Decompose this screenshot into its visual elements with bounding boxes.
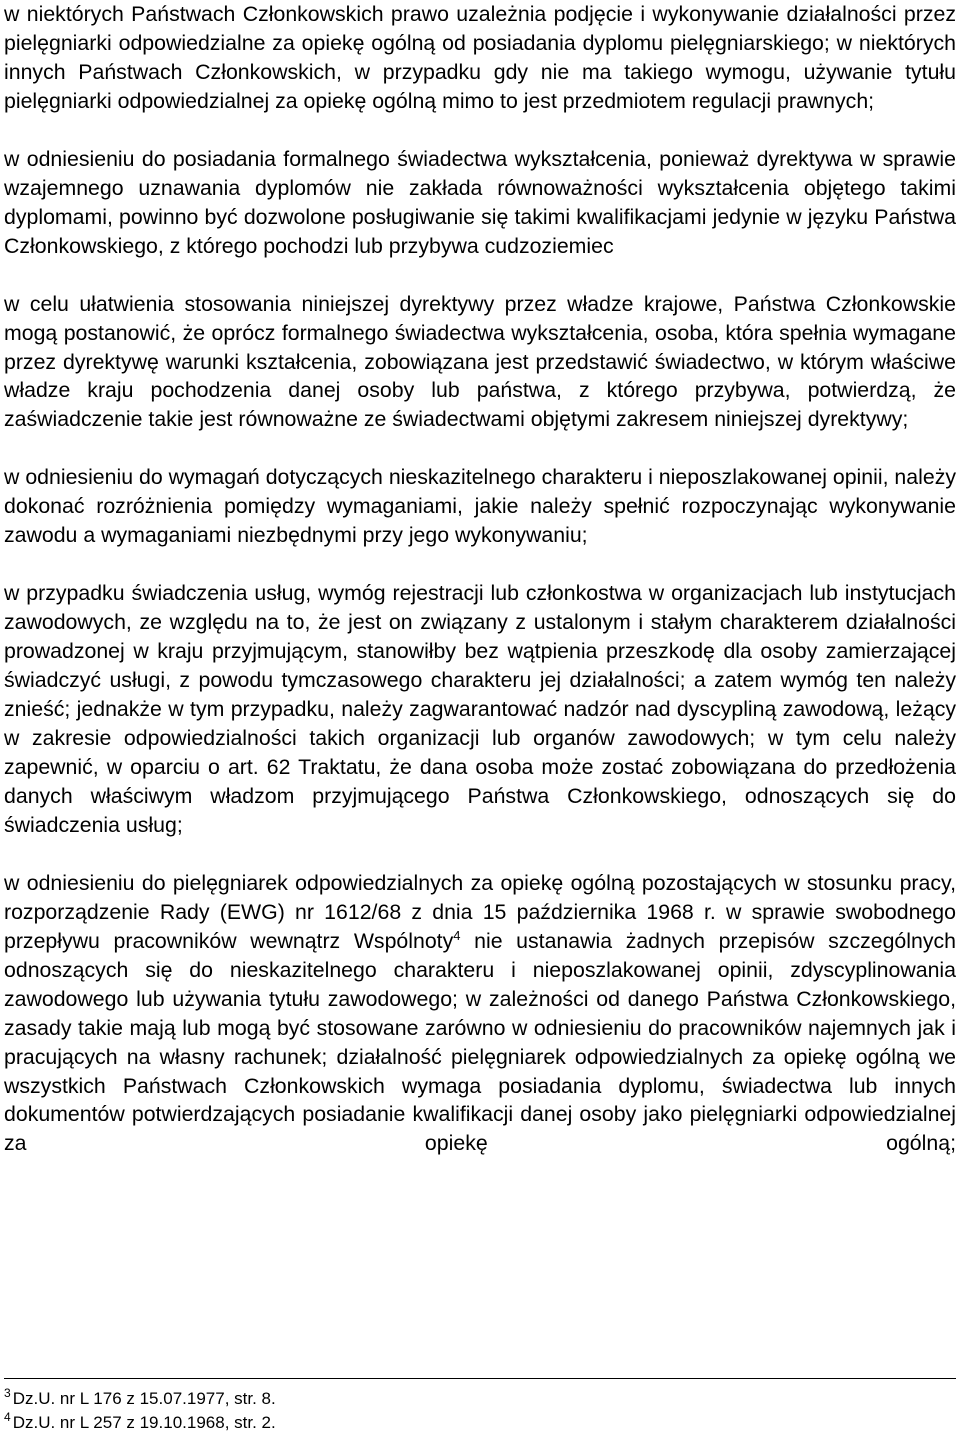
footnotes xyxy=(4,1387,956,1435)
footnote xyxy=(4,1411,956,1435)
paragraph: w niektórych Państwach Członkowskich prawo uzależnia podjęcie i wykonywanie działalności przez pielęgniarki odpowiedzialne za opiekę ogólną od posiadania dyplomu pielęgniarskiego; w niektórych innych Państwach Członkowskich, w przypadku gdy nie ma takiego wymogu, używanie tytułu pielęgniarki odpowiedzialnej za opiekę ogólną mimo to jest przedmiotem regulacji prawnych; xyxy=(4,2,956,113)
footnote xyxy=(4,1387,956,1411)
footnote-text: Dz.U. nr L 257 z 19.10.1968, str. 2. xyxy=(12,1413,276,1432)
paragraph: w odniesieniu do wymagań dotyczących nieskazitelnego charakteru i nieposzlakowanej opinii, należy dokonać rozróżnienia pomiędzy wymaganiami, jakie należy spełnić rozpoczynając wykonywanie zawodu a wymaganiami niezbędnymi przy jego wykonywaniu; xyxy=(4,465,956,548)
footnote-separator xyxy=(4,1378,956,1379)
paragraph: w przypadku świadczenia usług, wymóg rejestracji lub członkostwa w organizacjach lub instytucjach zawodowych, ze względu na to, że jest on związany z ustalonym i stałym charakterem działalności prowadzonej w kraju przyjmującym, stanowiłby bez wątpienia przeszkodę dla osoby zamierzającej świadczyć usługi, z powodu tymczasowego charakteru jej działalności; a zatem wymóg ten należy znieść; jednakże w tym przypadku, należy zagwarantować nadzór nad dyscypliną zawodową, leżący w zakresie odpowiedzialności takich organizacji lub organów zawodowych; w tym celu należy zapewnić, w oparciu o art. 62 Traktatu, że dana osoba może zostać zobowiązana do przedłożenia danych właściwym władzom przyjmującego Państwa Członkowskiego, odnoszących się do świadczenia usług; xyxy=(4,581,956,837)
body-text xyxy=(4,0,956,1158)
footnote-reference[interactable]: 4 xyxy=(453,927,461,943)
paragraph: w odniesieniu do posiadania formalnego świadectwa wykształcenia, ponieważ dyrektywa w sprawie wzajemnego uznawania dyplomów nie zakłada równoważności wykształcenia objętego takimi dyplomami, powinno być dozwolone posługiwanie się takimi kwalifikacjami jedynie w języku Państwa Członkowskiego, z którego pochodzi lub przybywa cudzoziemiec xyxy=(4,146,956,258)
footnote-text: Dz.U. nr L 176 z 15.07.1977, str. 8. xyxy=(12,1389,276,1408)
paragraph: w celu ułatwienia stosowania niniejszej dyrektywy przez władze krajowe, Państwa Członkowskie mogą postanowić, że oprócz formalnego świadectwa wykształcenia, osoba, która spełnia wymagane przez dyrektywę warunki kształcenia, zobowiązana jest przedstawić świadectwo, w którym właściwe władze kraju pochodzenia danej osoby lub państwa, z którego przybywa, potwierdzą, że zaświadczenie takie jest równoważne ze świadectwami objętymi zakresem niniejszej dyrektywy; xyxy=(4,291,956,432)
document-page xyxy=(4,0,956,1440)
paragraph-text: nie ustanawia żadnych przepisów szczególnych odnoszących się do nieskazitelnego charakteru i nieposzlakowanej opinii, zdyscyplinowania zawodowego lub używania tytułu zawodowego; w zależności od danego Państwa Członkowskiego, zasady takie mają lub mogą być stosowane zarówno w odniesieniu do pracowników najemnych jak i pracujących na własny rachunek; działalność pielęgniarek odpowiedzialnych za opiekę ogólną we wszystkich Państwach Członkowskich wymaga posiadania dyplomu, świadectwa lub innych dokumentów potwierdzających posiadanie kwalifikacji danej osoby jako pielęgniarki odpowiedzialnej za opiekę ogólną; xyxy=(4,928,956,1156)
paragraph xyxy=(4,869,956,1159)
footnote-mark: 4 xyxy=(4,1410,11,1424)
footnote-mark: 3 xyxy=(4,1386,11,1400)
paragraph-text: w odniesieniu do pielęgniarek odpowiedzialnych za opiekę ogólną pozostających w stosunku pracy, rozporządzenie Rady (EWG) nr 1612/68 z dnia 15 października 1968 r. w sprawie swobodnego przepływu pracowników wewnątrz Wspólnoty xyxy=(4,870,956,953)
